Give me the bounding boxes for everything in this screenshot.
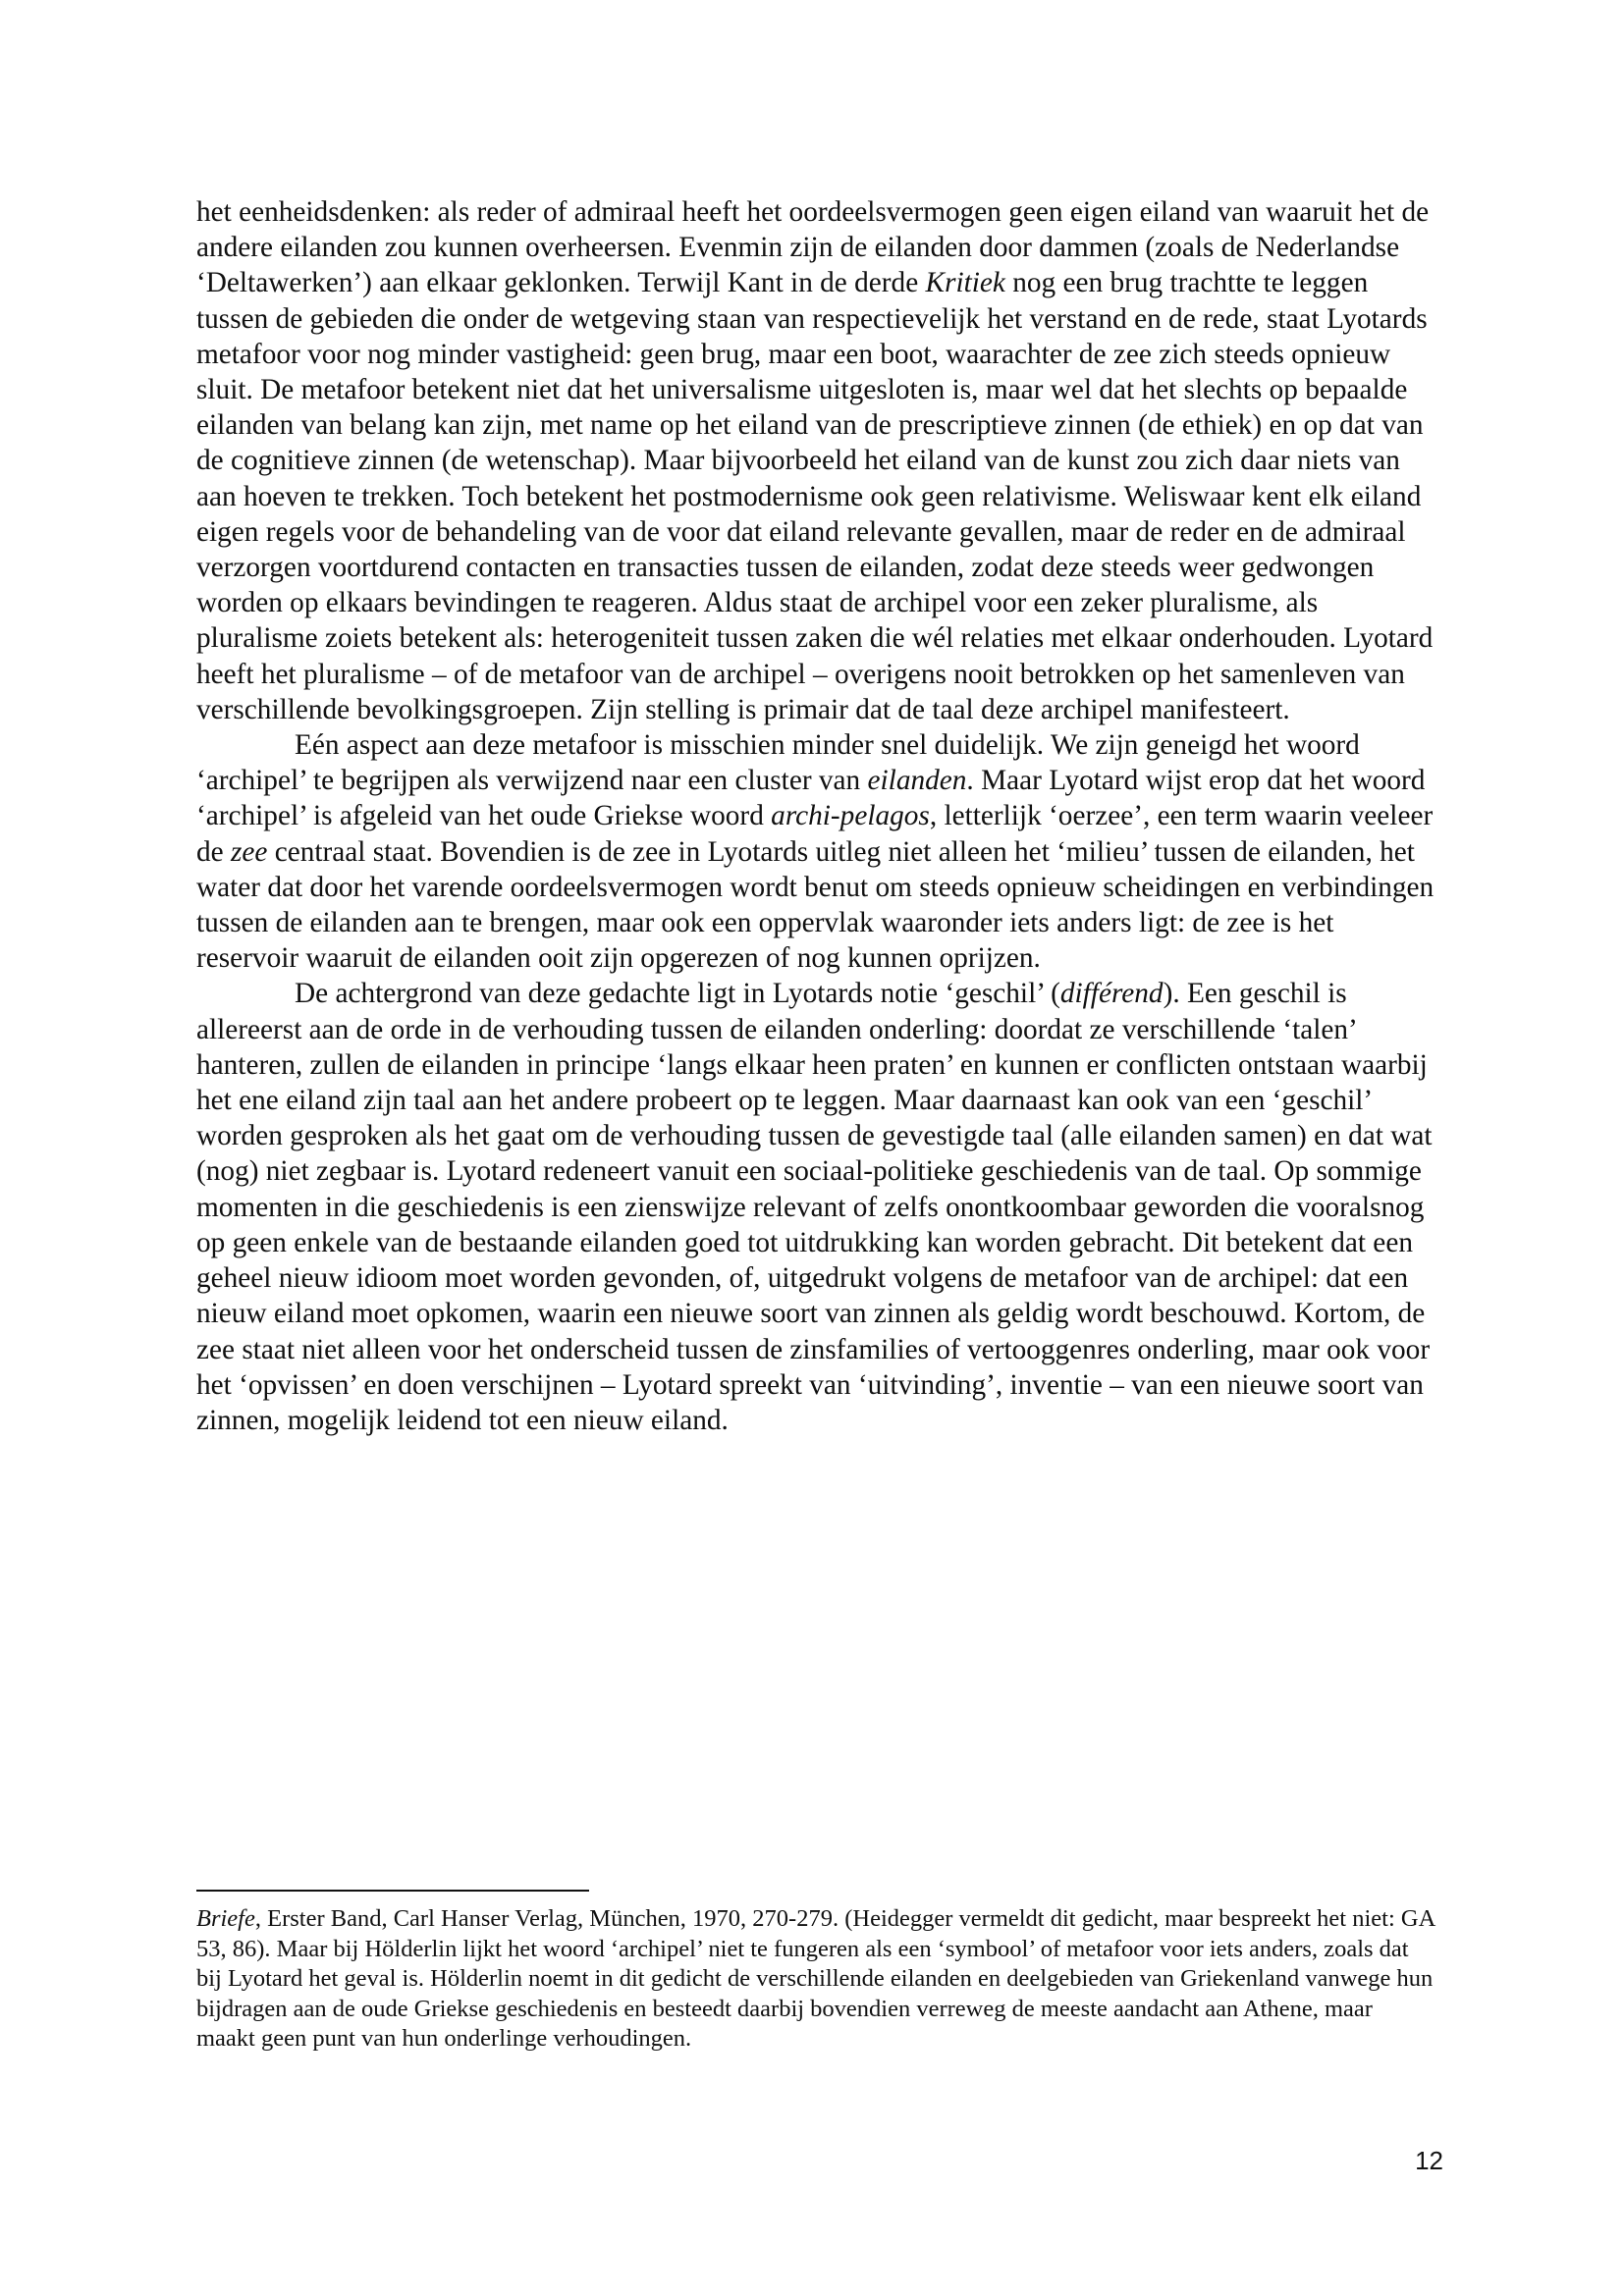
paragraph-1-text: het eenheidsdenken: als reder of admiraal heeft het oordeelsvermogen geen eigen eiland van waaruit het de andere eilanden zou kunnen overheersen. Evenmin zijn de eilanden door dammen (zoals de Nederlandse ‘Deltawerken’) aan elkaar geklonken. Terwijl Kant in de derde: [196, 196, 1430, 299]
footnote: [196, 1904, 1435, 2055]
paragraph-2-text: , letterlijk ‘oerzee’, een term waarin veeleer de: [196, 800, 1434, 868]
paragraph-3-italic: différend: [1059, 978, 1164, 1010]
page-number: 12: [1415, 2146, 1443, 2175]
footnote-text: , Erster Band, Carl Hanser Verlag, München, 1970, 270-279. (Heidegger vermeldt dit gedicht, maar bespreekt het niet: GA 53, 86). Maar bij Hölderlin lijkt het woord ‘archipel’ niet te fungeren als een ‘symbool’ of metafoor voor iets anders, zoals dat bij Lyotard het geval is. Hölderlin noemt in dit gedicht de verschillende eilanden en deelgebieden van Griekenland vanwege hun bijdragen aan de oude Griekse geschiedenis en besteedt daarbij bovendien verreweg de meeste aandacht aan Athene, maar maakt geen punt van hun onderlinge verhoudingen.: [196, 1905, 1435, 2052]
paragraph-2-text: Eén aspect aan deze metafoor is misschien minder snel duidelijk. We zijn geneigd het woord ‘archipel’ te begrijpen als verwijzend naar een cluster van: [196, 729, 1360, 797]
paragraph-2-text: . Maar Lyotard wijst erop dat het woord ‘archipel’ is afgeleid van het oude Griekse woord: [196, 765, 1426, 832]
body-text: [196, 194, 1435, 1438]
paragraph-3-text: De achtergrond van deze gedachte ligt in Lyotards notie ‘geschil’ (: [295, 978, 1060, 1010]
paragraph-2-italic: archi-pelagos: [771, 800, 930, 832]
footnote-separator: [196, 1890, 589, 1892]
paragraph-1: [196, 194, 1435, 727]
paragraph-2-italic: eilanden: [867, 765, 967, 797]
paragraph-3-text: ). Een geschil is allereerst aan de orde in de verhouding tussen de eilanden onderling: doordat ze verschillende ‘talen’ hanteren, zullen de eilanden in principe ‘langs elkaar heen praten’ en kunnen er conflicten ontstaan waarbij het ene eiland zijn taal aan het andere probeert op te leggen. Maar daarnaast kan ook van een ‘geschil’ worden gesproken als het gaat om de verhouding tussen de gevestigde taal (alle eilanden samen) en dat wat (nog) niet zegbaar is. Lyotard redeneert vanuit een sociaal-politieke geschiedenis van de taal. Op sommige momenten in die geschiedenis is een zienswijze relevant of zelfs onontkoombaar geworden die vooralsnog op geen enkele van de bestaande eilanden goed tot uitdrukking kan worden gebracht. Dit betekent dat een geheel nieuw idioom moet worden gevonden, of, uitgedrukt volgens de metafoor van de archipel: dat een nieuw eiland moet opkomen, waarin een nieuwe soort van zinnen als geldig wordt beschouwd. Kortom, de zee staat niet alleen voor het onderscheid tussen de zinsfamilies of vertooggenres onderling, maar ook voor het ‘opvissen’ en doen verschijnen – Lyotard spreekt van ‘uitvinding’, inventie – van een nieuwe soort van zinnen, mogelijk leidend tot een nieuw eiland.: [196, 978, 1433, 1436]
paragraph-2: [196, 727, 1435, 976]
paragraph-2-italic: zee: [230, 835, 268, 868]
footnote-italic: Briefe: [196, 1905, 255, 1932]
paragraph-1-italic: Kritiek: [925, 267, 1005, 299]
paragraph-2-text: centraal staat. Bovendien is de zee in Lyotards uitleg niet alleen het ‘milieu’ tussen de eilanden, het water dat door het varende oordeelsvermogen wordt benut om steeds opnieuw scheidingen en verbindingen tussen de eilanden aan te brengen, maar ook een oppervlak waaronder iets anders ligt: de zee is het reservoir waaruit de eilanden ooit zijn opgerezen of nog kunnen oprijzen.: [196, 835, 1435, 975]
paragraph-3: [196, 976, 1435, 1438]
paragraph-1-text: nog een brug trachtte te leggen tussen de gebieden die onder de wetgeving staan van respectievelijk het verstand en de rede, staat Lyotards metafoor voor nog minder vastigheid: geen brug, maar een boot, waarachter de zee zich steeds opnieuw sluit. De metafoor betekent niet dat het universalisme uitgesloten is, maar wel dat het slechts op bepaalde eilanden van belang kan zijn, met name op het eiland van de prescriptieve zinnen (de ethiek) en op dat van de cognitieve zinnen (de wetenschap). Maar bijvoorbeeld het eiland van de kunst zou zich daar niets van aan hoeven te trekken. Toch betekent het postmodernisme ook geen relativisme. Weliswaar kent elk eiland eigen regels voor de behandeling van de voor dat eiland relevante gevallen, maar de reder en de admiraal verzorgen voortdurend contacten en transacties tussen de eilanden, zodat deze steeds weer gedwongen worden op elkaars bevindingen te reageren. Aldus staat de archipel voor een zeker pluralisme, als pluralisme zoiets betekent als: heterogeniteit tussen zaken die wél relaties met elkaar onderhouden. Lyotard heeft het pluralisme – of de metafoor van de archipel – overigens nooit betrokken op het samenleven van verschillende bevolkingsgroepen. Zijn stelling is primair dat de taal deze archipel manifesteert.: [196, 267, 1434, 725]
